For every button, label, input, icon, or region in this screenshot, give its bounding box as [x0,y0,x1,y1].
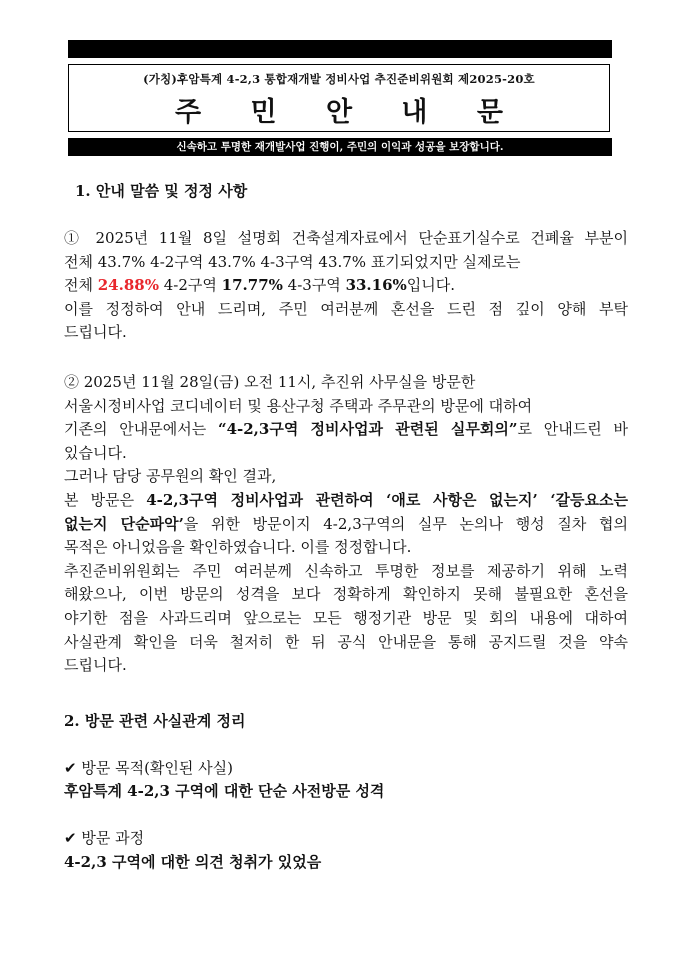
item2-line4: 있습니다. [64,443,127,462]
item2-line6 [64,489,628,513]
section1-item2 [64,371,628,678]
item2-line12: 사실관계 확인을 더욱 철저히 한 뒤 공식 안내문을 통해 공지드릴 것을 약속 [64,632,628,651]
item1-line5: 드립니다. [64,323,127,342]
item2-line3-suffix: 로 안내드린 바 [517,420,628,439]
header-box [68,64,610,132]
section2-heading: 2. 방문 관련 사실관계 정리 [64,712,246,730]
item1-line2: 전체 43.7% 4-2구역 43.7% 4-3구역 43.7% 표기되었지만 실제로는 [64,252,521,271]
item1-line3-suffix: 입니다. [406,276,456,295]
item2-line3-bold: “4-2,3구역 정비사업과 관련된 실무회의” [217,420,518,439]
total-coverage-value: 24.88% [97,276,159,295]
item1-line3-mid1: 4-2구역 [158,276,222,295]
item1-line4: 이를 정정하여 안내 드리며, 주민 여러분께 혼선을 드린 점 깊이 양해 부탁 [64,299,628,318]
item1-line3-mid2: 4-3구역 [282,276,346,295]
item2-line5: 그러나 담당 공무원의 확인 결과, [64,467,277,486]
top-black-bar [68,40,612,58]
item2-line3 [64,418,628,442]
item2-line11: 야기한 점을 사과드리며 앞으로는 모든 행정기관 방문 및 회의 내용에 대하여 [64,608,628,627]
item2-line1: ② 2025년 11월 28일(금) 오전 11시, 추진위 사무실을 방문한 [64,373,476,391]
item1-line1: ① 2025년 11월 8일 설명회 건축설계자료에서 단순표기실수로 건폐율 부분이 [64,229,628,247]
item2-line2: 서울시정비사업 코디네이터 및 용산구청 주택과 주무관의 방문에 대하여 [64,396,533,415]
document-number: (가칭)후암특계 4-2,3 통합재개발 정비사업 추진준비위원회 제2025-20호 [143,72,535,86]
item2-line13: 드립니다. [64,656,127,675]
item2-line7 [64,513,628,537]
zone43-coverage-value: 33.16% [345,276,407,295]
page-title: 주 민 안 내 문 [174,97,523,128]
item2-line6-prefix: 본 방문은 [64,490,147,509]
item2-line10: 해왔으나, 이번 방문의 성격을 보다 정확하게 확인하지 못해 불필요한 혼선을 [64,585,628,604]
item2-line3-prefix: 기존의 안내문에서는 [64,420,218,439]
item1-line3-prefix: 전체 [64,276,98,295]
section1-item1 [64,227,628,345]
section1-heading: 1. 안내 말씀 및 정정 사항 [75,182,248,200]
slogan-bar: 신속하고 투명한 재개발사업 진행이, 주민의 이익과 성공을 보장합니다. [68,138,612,156]
item2-line7-suffix: 을 위한 방문이지 4-2,3구역의 실무 논의나 행성 질차 협의 [183,514,628,533]
item2-line6-bold: 4-2,3구역 정비사업과 관련하여 ‘애로 사항은 없는지’ ‘갈등요소는 [146,490,628,509]
visit-purpose-label: ✔ 방문 목적(확인된 사실) [64,759,233,777]
item2-line9: 추진준비위원회는 주민 여러분께 신속하고 투명한 정보를 제공하기 위해 노력 [64,561,628,580]
item1-line3 [64,274,628,298]
visit-purpose-value: 후암특계 4-2,3 구역에 대한 단순 사전방문 성격 [64,782,385,800]
zone42-coverage-value: 17.77% [221,276,283,295]
visit-process-label: ✔ 방문 과정 [64,829,145,847]
visit-process-value: 4-2,3 구역에 대한 의견 청취가 있었음 [64,853,322,871]
item2-line7-bold: 없는지 단순파악’ [64,514,184,533]
item2-line8: 목적은 아니었음을 확인하였습니다. 이를 정정합니다. [64,538,412,557]
